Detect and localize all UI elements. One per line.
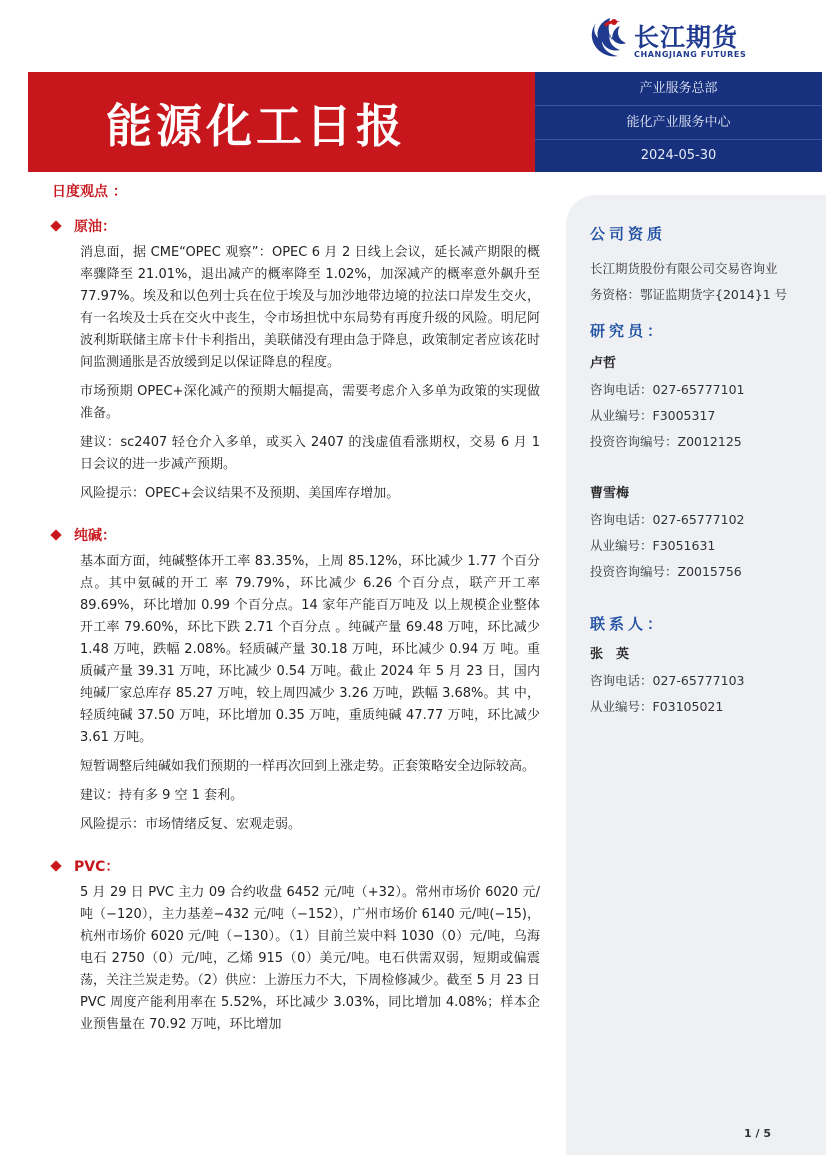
soda-ash-section <box>52 523 540 836</box>
logo-text-cn: 长江期货 <box>634 23 739 52</box>
crude-oil-section <box>52 214 540 505</box>
section-header <box>52 854 540 878</box>
researchers-heading: 研究员： <box>590 322 667 340</box>
diamond-bullet-icon <box>50 860 61 871</box>
researcher-phone: 咨询电话：027-65777101 <box>590 382 745 397</box>
qualification-heading: 公司资质 <box>590 225 667 243</box>
paragraph: 建议：sc2407 轻仓介入多单，或买入 2407 的浅虚值看涨期权，交易 6 月 1 日会议的进一步减产预期。 <box>80 435 540 472</box>
paragraph: 市场预期 OPEC+深化减产的预期大幅提高，需要考虑介入多单为政策的实现做准备。 <box>80 384 540 421</box>
paragraph: 基本面方面，纯碱整体开工率 83.35%，上周 85.12%，环比减少 1.77 个百分点。其中氨碱的开工 率 79.79%，环比减少 6.26 个百分点，联产开工率 89.69%，环比增加 0.99 个百分点。14 家年产能百万吨及 以上规模企业整体开工率 79.60%，环比下跌 2.71 个百分点 。纯碱产量 69.48 万吨，环比减少 1.48 万吨，跌幅 2.08%。轻质碱产量 30.18 万吨，环比减少 0.94 万 吨。重质碱产量 39.31 万吨，环比减少 0.54 万吨。截止 2024 年 5 月 23 日，国内纯碱厂家总库存 85.27 万吨，较上周四减少 3.26 万吨，跌幅 3.68%。其 中，轻质纯碱 37.50 万吨，环比增加 0.35 万吨，重质纯碱 47.77 万吨，环比减少 3.61 万吨。 <box>80 554 540 745</box>
qualification-line: 务资格：鄂证监期货字{2014}1 号 <box>590 287 788 302</box>
paragraph: 建议：持有多 9 空 1 套利。 <box>80 788 244 803</box>
logo-text-en: CHANGJIANG FUTURES <box>634 50 747 59</box>
report-date: 2024-05-30 <box>640 148 717 163</box>
changjiang-logo-icon <box>590 16 630 60</box>
contact-phone: 咨询电话：027-65777103 <box>590 673 745 688</box>
paragraph: 风险提示：OPEC+会议结果不及预期、美国库存增加。 <box>80 486 400 501</box>
contact-heading: 联系人： <box>590 615 667 633</box>
contact-name: 张 英 <box>590 647 630 662</box>
contact-license: 从业编号：F03105021 <box>590 699 724 714</box>
paragraph: 消息面，据 CME“OPEC 观察”：OPEC 6 月 2 日线上会议，延长减产期限的概率骤降至 21.01%，退出减产的概率降至 1.02%，加深减产的概率意外飙升至 77.97%。埃及和以色列士兵在位于埃及与加沙地带边境的拉法口岸发生交火，有一名埃及士兵在交火中丧生，令市场担忧中东局势有再度升级的风险。明尼阿波利斯联储主席卡什卡利指出，美联储没有理由急于降息，政策制定者应该花时间监测通胀是否放缓到足以保证降息的程度。 <box>80 245 540 370</box>
department-label: 产业服务总部 <box>535 72 822 106</box>
diamond-bullet-icon <box>50 220 61 231</box>
researcher-license: 从业编号：F3051631 <box>590 538 716 553</box>
researcher-name: 曹雪梅 <box>590 486 630 501</box>
banner-info-panel <box>535 72 822 172</box>
paragraph: 风险提示：市场情绪反复、宏观走弱。 <box>80 817 302 832</box>
researcher-advisory-id: 投资咨询编号：Z0015756 <box>590 564 742 579</box>
banner-title-area <box>28 72 535 172</box>
sidebar-content <box>590 223 820 720</box>
pvc-section <box>52 854 540 1036</box>
page-number: 1 / 5 <box>744 1127 771 1140</box>
paragraph: 5 月 29 日 PVC 主力 09 合约收盘 6452 元/吨（+32）。常州市场价 6020 元/吨（−120），主力基差−432 元/吨（−152），广州市场价 6140 元/吨(−15)，杭州市场价 6020 元/吨（−130）。（1）目前兰炭中料 1030（0）元/吨，乌海电石 2750（0）元/吨，乙烯 915（0）美元/吨。电石供需双弱，短期或偏震荡，关注兰炭走势。（2）供应：上游压力不大，下周检修减少。截至 5 月 23 日 PVC 周度产能利用率在 5.52%，环比减少 3.03%，同比增加 4.08%；样本企业预售量在 70.92 万吨，环比增加 <box>80 885 540 1032</box>
section-header <box>52 214 540 238</box>
paragraph: 短暂调整后纯碱如我们预期的一样再次回到上涨走势。正套策略安全边际较高。 <box>80 759 536 774</box>
section-title: 原油： <box>74 219 116 235</box>
researcher-advisory-id: 投资咨询编号：Z0012125 <box>590 434 742 449</box>
main-content <box>52 214 540 1054</box>
researcher-name: 卢哲 <box>590 356 617 371</box>
center-label: 能化产业服务中心 <box>535 106 822 140</box>
qualification-line: 长江期货股份有限公司交易咨询业 <box>590 261 778 276</box>
company-logo <box>590 14 770 62</box>
section-title: PVC： <box>74 859 120 875</box>
section-title: 纯碱： <box>74 528 116 544</box>
sidebar <box>566 195 826 1155</box>
researcher-license: 从业编号：F3005317 <box>590 408 716 423</box>
daily-view-heading: 日度观点 ： <box>52 184 127 200</box>
diamond-bullet-icon <box>50 529 61 540</box>
report-banner <box>28 72 822 172</box>
section-header <box>52 523 540 547</box>
researcher-phone: 咨询电话：027-65777102 <box>590 512 745 527</box>
report-title: 能源化工日报 <box>106 99 406 153</box>
